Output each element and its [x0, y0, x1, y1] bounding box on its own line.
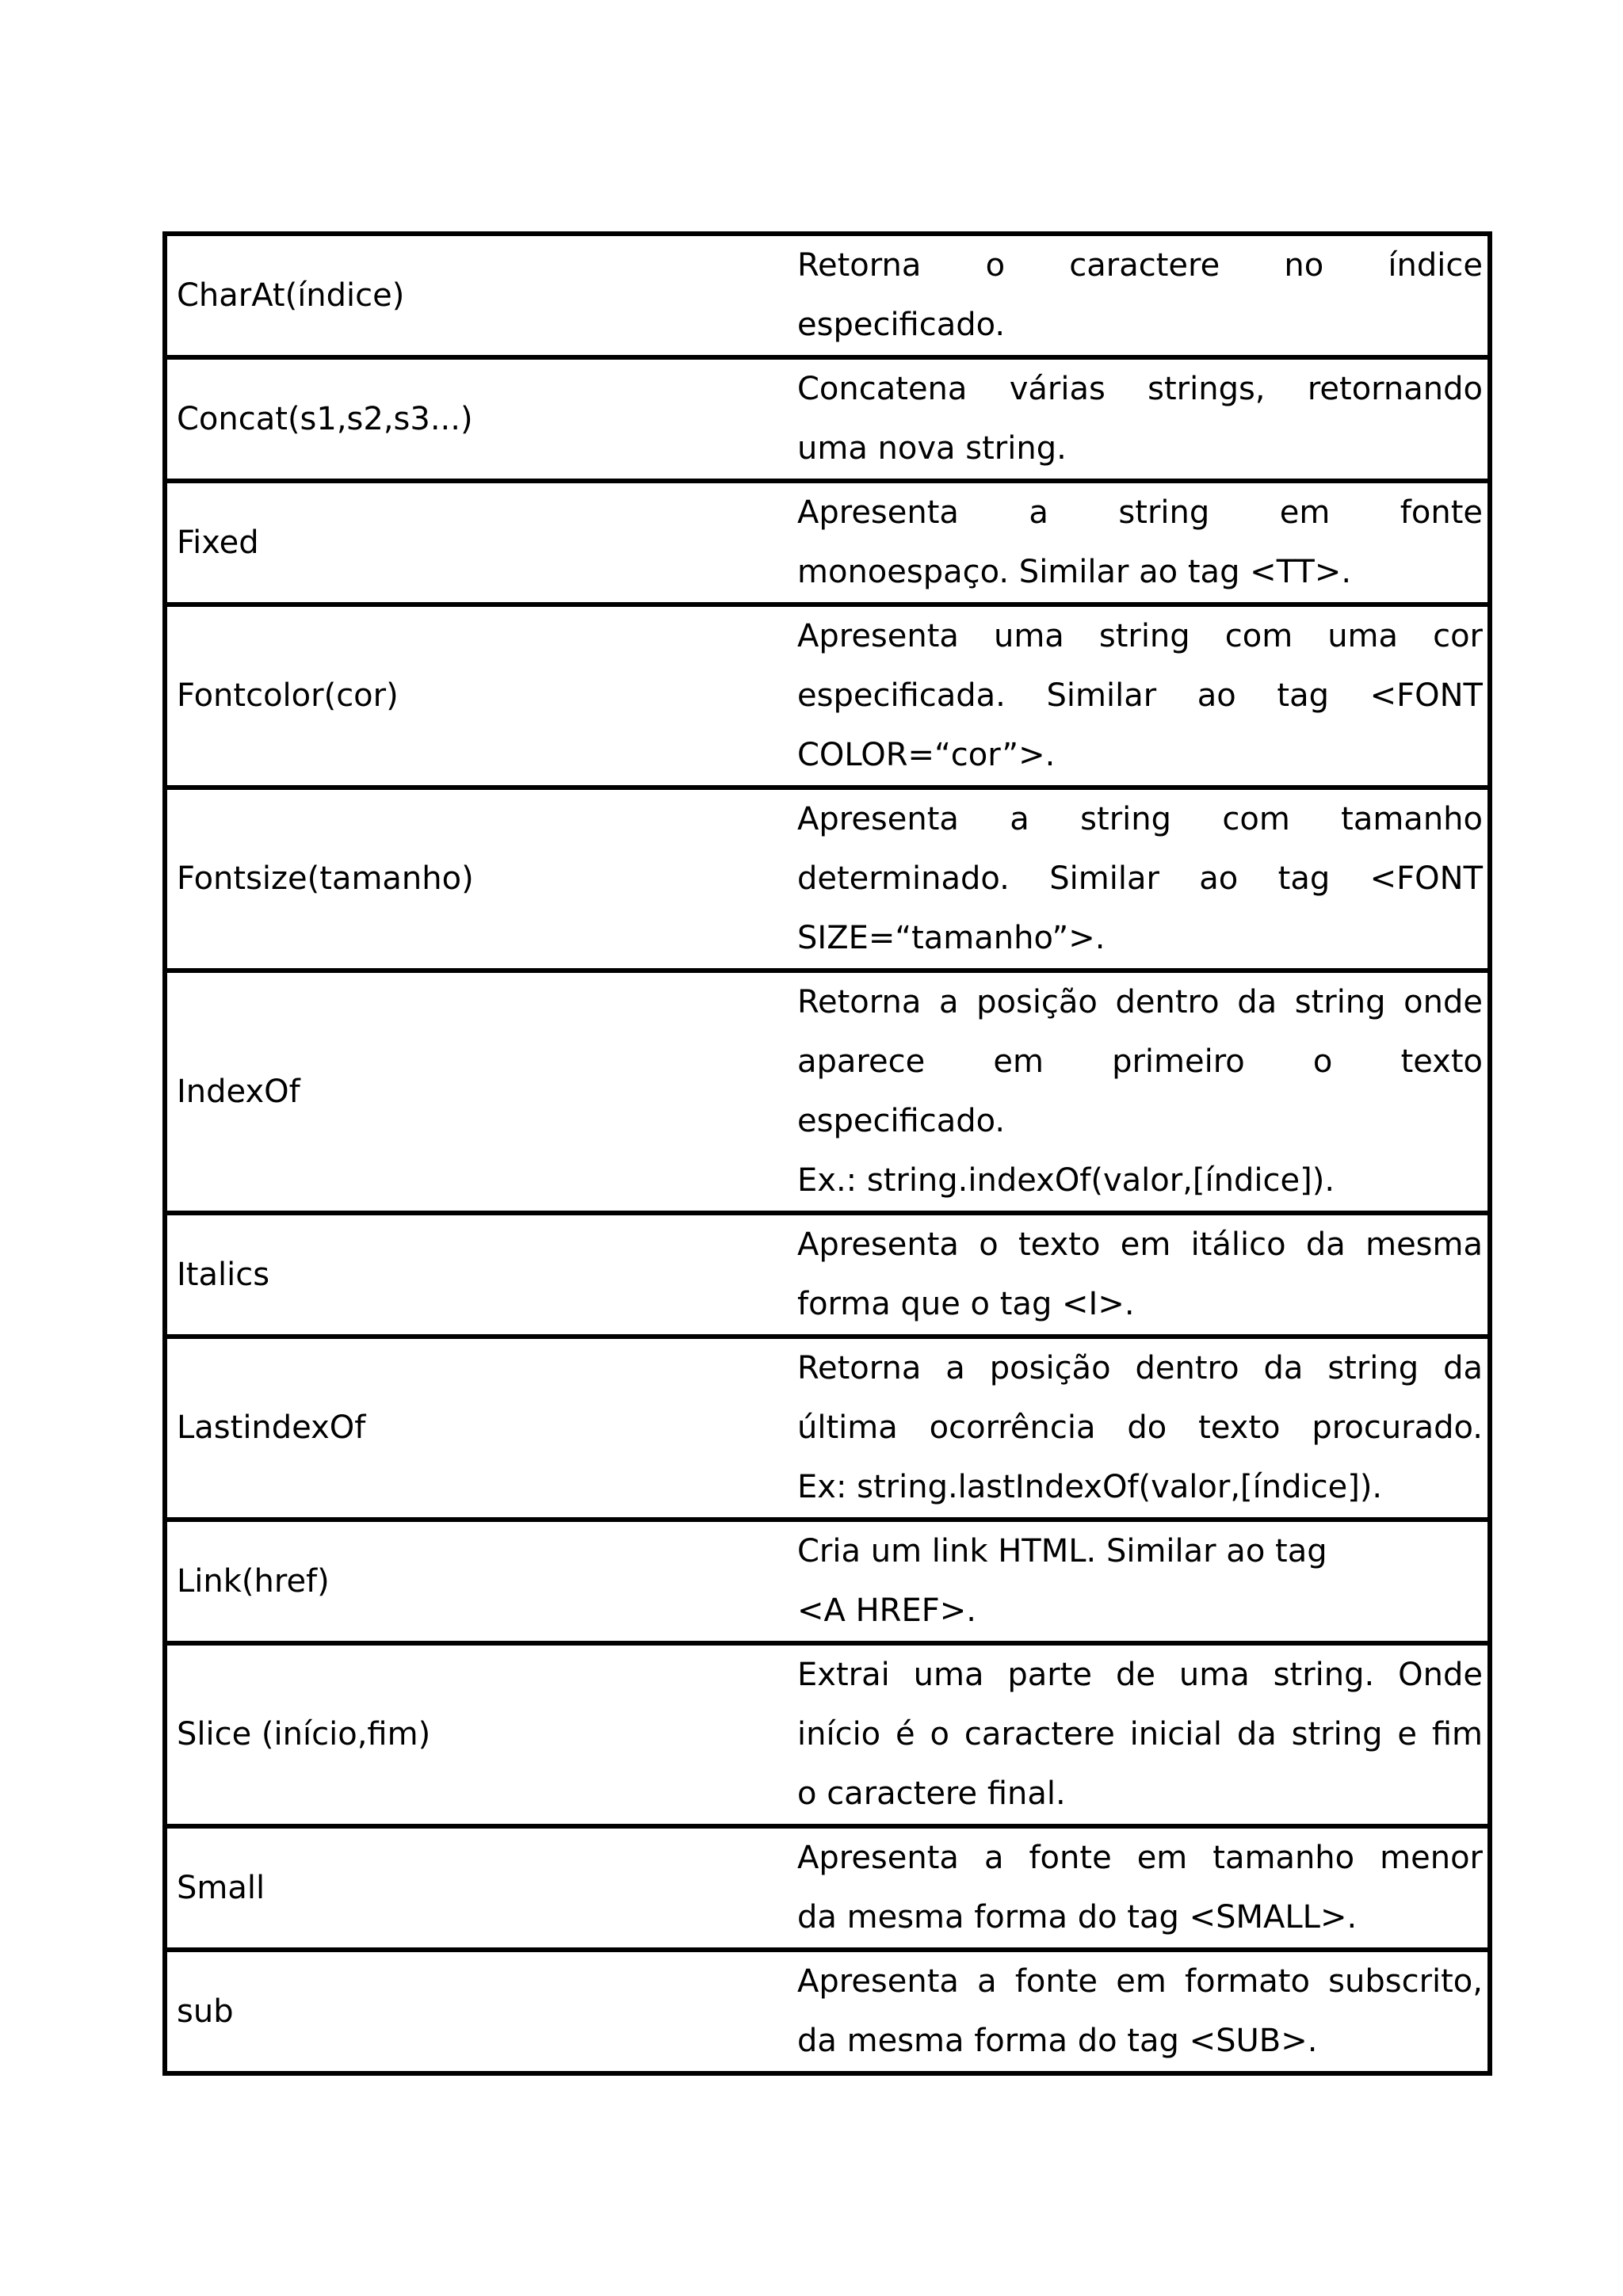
description-line: Apresenta a fonte em tamanho menor	[797, 1840, 1483, 1876]
method-description-cell	[797, 1522, 1487, 1641]
description-line: da mesma forma do tag <SMALL>.	[797, 1899, 1358, 1936]
description-line: Apresenta a string em fonte	[797, 494, 1483, 531]
table-row	[167, 1829, 1487, 1952]
method-description-cell	[797, 483, 1487, 602]
table-row	[167, 236, 1487, 360]
description-line: início é o caractere inicial da string e fim	[797, 1716, 1483, 1753]
method-name-cell: IndexOf	[177, 1073, 300, 1110]
description-line: Apresenta o texto em itálico da mesma	[797, 1226, 1483, 1263]
description-line: uma nova string.	[797, 430, 1067, 467]
table-row	[167, 973, 1487, 1215]
method-name-cell: Fontsize(tamanho)	[177, 860, 474, 897]
method-name-cell: Concat(s1,s2,s3...)	[177, 400, 473, 437]
table-row	[167, 1522, 1487, 1646]
table-row	[167, 1952, 1487, 2071]
description-line: aparece em primeiro o texto	[797, 1043, 1483, 1080]
method-name-cell: Slice (início,fim)	[177, 1716, 431, 1753]
description-line: da mesma forma do tag <SUB>.	[797, 2023, 1318, 2059]
method-description-cell	[797, 973, 1487, 1211]
methods-table	[162, 231, 1492, 2076]
description-line: Retorna a posição dentro da string onde	[797, 984, 1483, 1020]
description-line: determinado. Similar ao tag <FONT	[797, 860, 1483, 897]
description-line: Concatena várias strings, retornando	[797, 371, 1483, 407]
description-line: o caractere final.	[797, 1775, 1066, 1812]
method-name-cell: sub	[177, 1993, 234, 2030]
method-name-cell: Italics	[177, 1256, 270, 1293]
description-line: especificado.	[797, 1103, 1006, 1139]
method-description-cell	[797, 1339, 1487, 1517]
method-description-cell	[797, 790, 1487, 968]
method-name-cell: LastindexOf	[177, 1409, 366, 1446]
description-line: SIZE=“tamanho”>.	[797, 920, 1106, 956]
table-row	[167, 483, 1487, 607]
method-name-cell: Small	[177, 1869, 265, 1906]
table-row	[167, 1215, 1487, 1339]
method-description-cell	[797, 1646, 1487, 1824]
table-row	[167, 1339, 1487, 1522]
method-description-cell	[797, 1829, 1487, 1947]
method-description-cell	[797, 360, 1487, 479]
description-line: Extrai uma parte de uma string. Onde	[797, 1657, 1483, 1693]
description-line: última ocorrência do texto procurado.	[797, 1409, 1483, 1446]
description-line: Apresenta uma string com uma cor	[797, 618, 1483, 654]
method-description-cell	[797, 1215, 1487, 1334]
method-name-cell: CharAt(índice)	[177, 277, 405, 314]
description-line: Apresenta a string com tamanho	[797, 801, 1483, 837]
description-line: Cria um link HTML. Similar ao tag	[797, 1533, 1327, 1569]
description-line: especificado.	[797, 307, 1006, 343]
description-line: COLOR=“cor”>.	[797, 737, 1056, 773]
method-description-cell	[797, 1952, 1487, 2071]
description-line: Retorna a posição dentro da string da	[797, 1350, 1483, 1386]
description-line: Apresenta a fonte em formato subscrito,	[797, 1963, 1483, 2000]
description-line: Ex: string.lastIndexOf(valor,[índice]).	[797, 1469, 1383, 1505]
method-name-cell: Fixed	[177, 524, 259, 561]
table-row	[167, 1646, 1487, 1829]
method-description-cell	[797, 236, 1487, 355]
description-line: especificada. Similar ao tag <FONT	[797, 677, 1483, 714]
description-line: forma que o tag <I>.	[797, 1286, 1135, 1322]
method-description-cell	[797, 607, 1487, 785]
description-line: monoespaço. Similar ao tag <TT>.	[797, 554, 1352, 590]
table-row	[167, 607, 1487, 790]
description-line: Retorna o caractere no índice	[797, 247, 1483, 284]
description-line: <A HREF>.	[797, 1592, 976, 1629]
description-line: Ex.: string.indexOf(valor,[índice]).	[797, 1162, 1335, 1199]
method-name-cell: Fontcolor(cor)	[177, 677, 399, 714]
method-name-cell: Link(href)	[177, 1562, 330, 1600]
table-row	[167, 360, 1487, 483]
table-row	[167, 790, 1487, 973]
